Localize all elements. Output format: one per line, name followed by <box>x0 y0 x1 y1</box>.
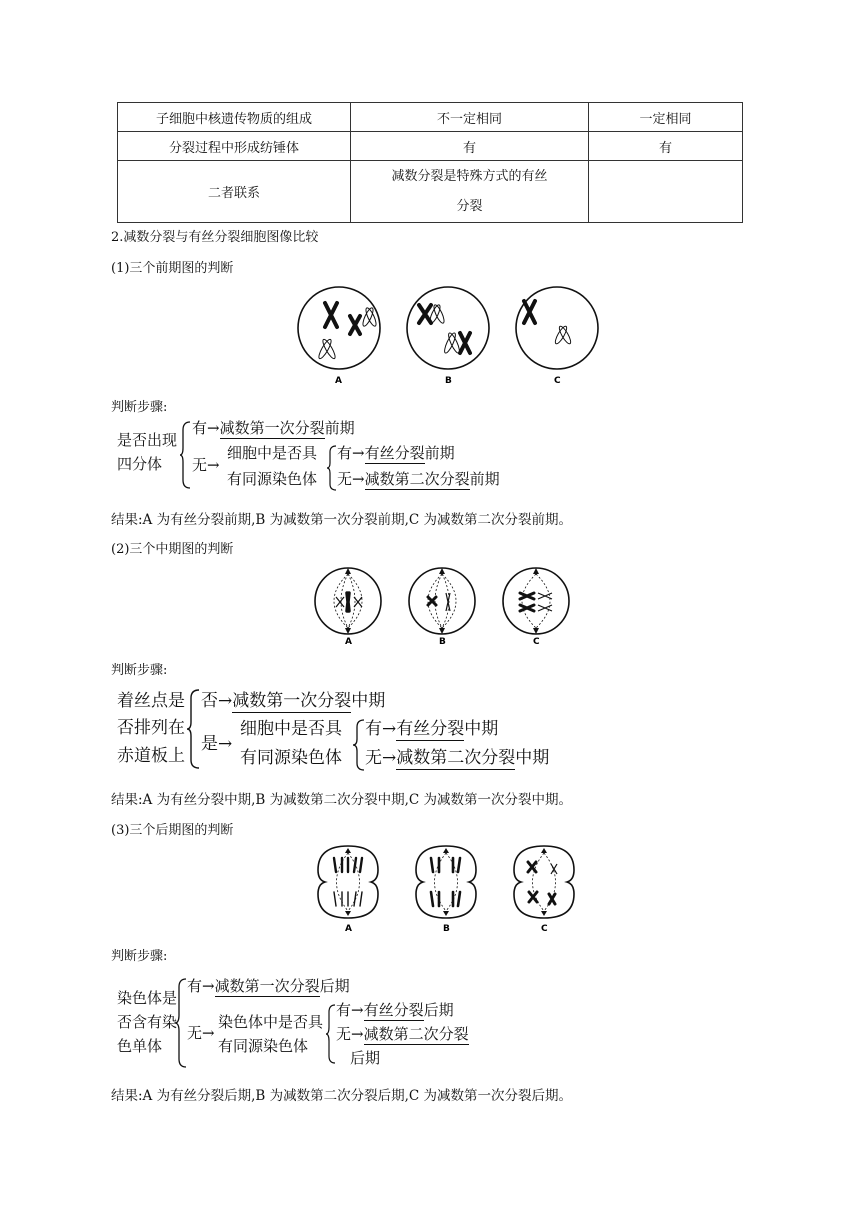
flow-question: 有同源染色体 <box>218 1037 309 1055</box>
flow-result: 减数第二次分裂 <box>364 470 470 488</box>
flow-question: 否含有染 <box>117 1013 178 1031</box>
flow-arrow: 有→ <box>365 719 397 739</box>
flow-branch <box>336 1003 454 1018</box>
result-text: 结果:A 为有丝分裂后期,B 为减数第二次分裂后期,C 为减数第一次分裂后期。 <box>111 1088 573 1104</box>
figure-label: A <box>345 924 352 934</box>
table-cell <box>351 161 589 223</box>
flow-branch <box>337 472 500 487</box>
flow-result: 有丝分裂 <box>396 719 465 739</box>
comparison-table <box>117 102 743 223</box>
table-cell: 分裂过程中形成纺锤体 <box>118 132 351 161</box>
flow-branch <box>365 721 498 738</box>
flow-arrow: 有→ <box>192 419 220 437</box>
flow-arrow: 否→ <box>201 691 233 711</box>
figure-label: C <box>541 924 548 934</box>
flow-branch <box>201 693 385 710</box>
flow-question: 有同源染色体 <box>227 470 318 488</box>
flow-suffix: 中期 <box>515 748 550 768</box>
subsection-title: (3)三个后期图的判断 <box>111 823 234 838</box>
flow-arrow: 有→ <box>337 444 365 462</box>
flow-arrow: 有→ <box>187 977 215 995</box>
cell-c-icon <box>503 568 569 634</box>
subsection-title: (2)三个中期图的判断 <box>111 542 234 557</box>
steps-label: 判断步骤: <box>111 400 168 415</box>
flow-result: 减数第一次分裂 <box>219 419 325 437</box>
table-cell: 有 <box>589 132 743 161</box>
anaphase-figure <box>305 842 575 934</box>
result-text: 结果:A 为有丝分裂中期,B 为减数第二次分裂中期,C 为减数第一次分裂中期。 <box>111 792 573 808</box>
flow-result: 减数第一次分裂 <box>232 691 352 711</box>
flow-suffix: 后期 <box>319 977 350 995</box>
flow-question: 四分体 <box>117 455 163 473</box>
cell-b-icon <box>407 287 489 369</box>
flow-question: 染色体中是否具 <box>218 1013 324 1031</box>
flow-arrow: 无→ <box>337 470 365 488</box>
cell-c-icon <box>514 846 574 918</box>
cell-b-icon <box>409 568 475 634</box>
flow-question: 是否出现 <box>117 431 178 449</box>
flow-arrow: 无→ <box>336 1025 364 1043</box>
flow-question: 色单体 <box>117 1037 163 1055</box>
table-cell: 一定相同 <box>589 103 743 132</box>
flow-result: 减数第二次分裂 <box>396 748 516 768</box>
figure-label: A <box>335 376 342 386</box>
flow-suffix: 前期 <box>424 444 455 462</box>
flow-question: 着丝点是 <box>117 691 185 711</box>
flow-arrow: 无→ <box>365 748 397 768</box>
table-cell: 有 <box>351 132 589 161</box>
flow-question: 染色体是 <box>117 989 178 1007</box>
flow-question: 细胞中是否具 <box>240 719 342 739</box>
flow-arrow: 是→ <box>201 734 233 754</box>
flow-arrow: 无→ <box>187 1024 215 1042</box>
flow-result: 减数第二次分裂 <box>363 1025 469 1043</box>
flow-suffix: 前期 <box>324 419 355 437</box>
flow-suffix: 前期 <box>469 470 500 488</box>
brace-icon <box>353 718 365 772</box>
metaphase-figure <box>310 563 570 653</box>
flow-question: 否排列在 <box>117 718 185 738</box>
cell-line: 减数分裂是特殊方式的有丝 <box>391 168 548 184</box>
flow-result: 减数第一次分裂 <box>214 977 320 995</box>
figure-label: C <box>554 376 561 386</box>
flow-arrow: 有→ <box>336 1001 364 1019</box>
cell-a-icon <box>318 846 378 918</box>
cell-b-icon <box>416 846 476 918</box>
flow-suffix: 中期 <box>464 719 499 739</box>
table-cell: 二者联系 <box>118 161 351 223</box>
subsection-title: (1)三个前期图的判断 <box>111 261 234 276</box>
flow-arrow: 无→ <box>192 456 220 474</box>
figure-label: C <box>533 637 540 647</box>
figure-label: B <box>443 924 450 934</box>
flow-question: 赤道板上 <box>117 746 185 766</box>
table-row <box>118 132 743 161</box>
brace-icon <box>327 444 337 492</box>
steps-label: 判断步骤: <box>111 663 168 678</box>
cell-a-icon <box>315 568 381 634</box>
steps-label: 判断步骤: <box>111 949 168 964</box>
flow-result: 有丝分裂 <box>363 1001 424 1019</box>
flow-branch <box>336 1027 469 1042</box>
result-text: 结果:A 为有丝分裂前期,B 为减数第一次分裂前期,C 为减数第二次分裂前期。 <box>111 512 573 528</box>
figure-label: A <box>345 637 352 647</box>
flow-question: 细胞中是否具 <box>227 444 318 462</box>
brace-icon <box>180 420 192 490</box>
flow-branch <box>365 750 549 767</box>
flow-result: 有丝分裂 <box>364 444 425 462</box>
flow-suffix: 后期 <box>350 1049 381 1067</box>
table-row <box>118 103 743 132</box>
brace-icon <box>326 1003 336 1065</box>
brace-icon <box>175 977 187 1069</box>
table-cell: 不一定相同 <box>351 103 589 132</box>
figure-label: B <box>445 376 452 386</box>
cell-c-icon <box>516 287 598 369</box>
flow-branch <box>187 979 350 994</box>
section-title: 2.减数分裂与有丝分裂细胞图像比较 <box>111 230 319 245</box>
figure-label: B <box>439 637 446 647</box>
cell-line: 分裂 <box>456 198 483 214</box>
flow-branch <box>337 446 455 461</box>
table-row <box>118 161 743 223</box>
flow-suffix: 中期 <box>351 691 386 711</box>
flow-suffix: 后期 <box>423 1001 454 1019</box>
flow-branch <box>192 421 355 436</box>
brace-icon <box>187 688 201 770</box>
prophase-figure <box>295 286 605 386</box>
table-cell <box>589 161 743 223</box>
cell-a-icon <box>298 287 380 369</box>
flow-question: 有同源染色体 <box>240 748 342 768</box>
table-cell: 子细胞中核遗传物质的组成 <box>118 103 351 132</box>
